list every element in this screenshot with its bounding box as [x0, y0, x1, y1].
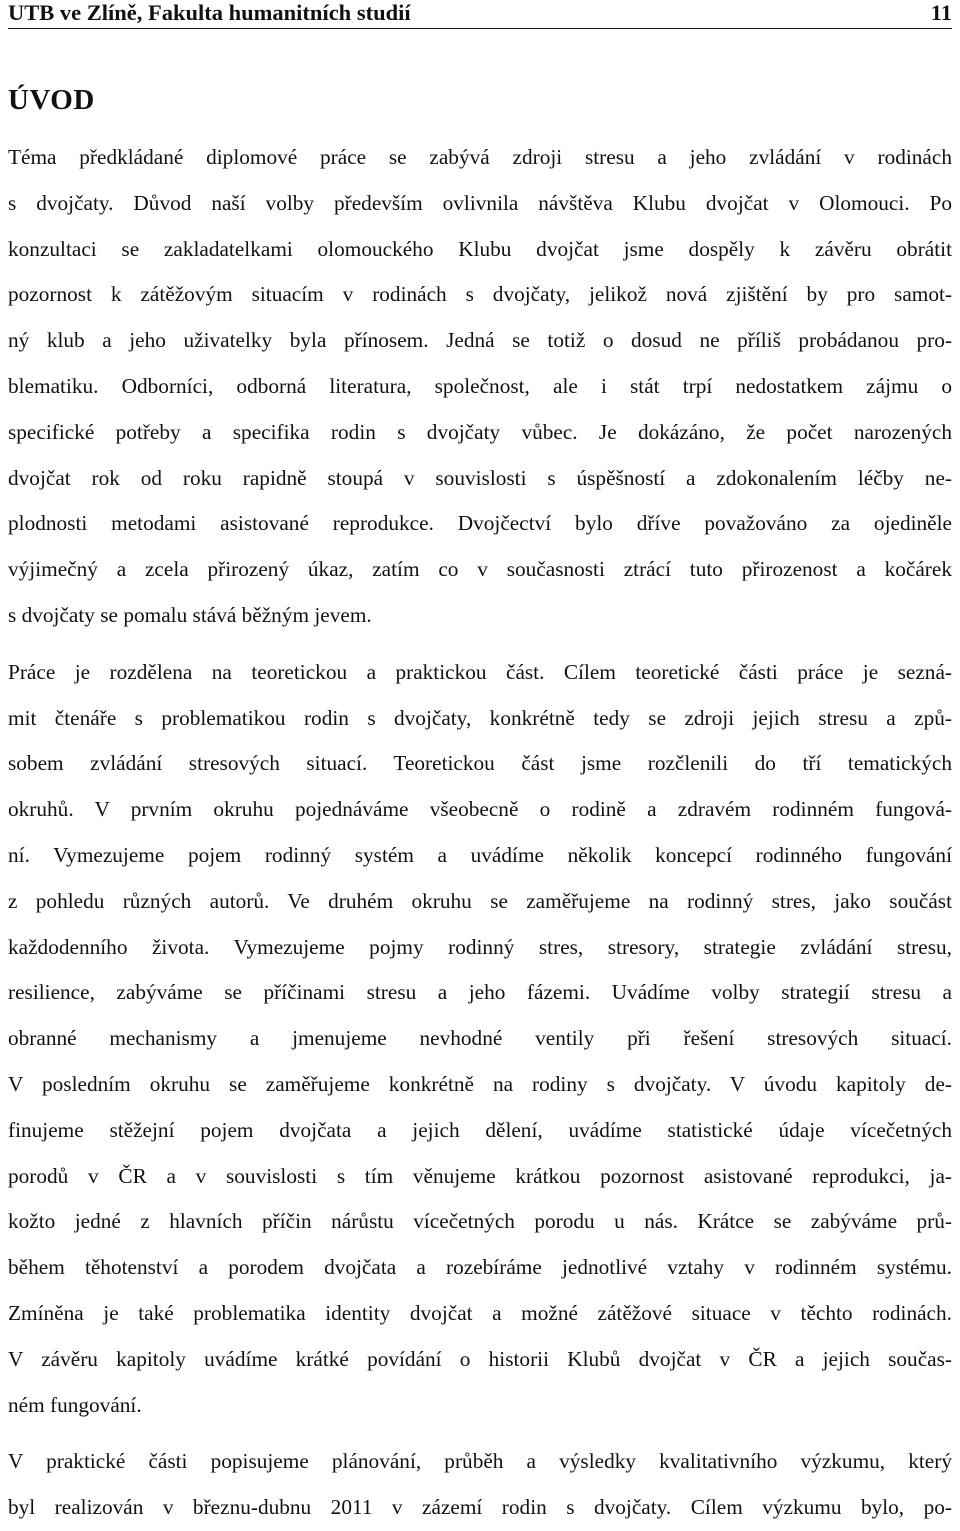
text-line: V posledním okruhu se zaměřujeme konkrétně na rodiny s dvojčaty. V úvodu kapitoly de- — [8, 1071, 952, 1096]
text-line: kožto jedné z hlavních příčin nárůstu vícečetných porodu u nás. Krátce se zabýváme prů- — [8, 1209, 952, 1234]
text-line: konzultaci se zakladatelkami olomouckého Klubu dvojčat jsme dospěly k závěru obrátit — [8, 236, 952, 261]
text-line: ný klub a jeho uživatelky byla přínosem. Jedná se totiž o dosud ne příliš probádanou pro- — [8, 328, 952, 353]
text-line: V praktické části popisujeme plánování, průběh a výsledky kvalitativního výzkumu, který — [8, 1449, 952, 1474]
text-line: dvojčat rok od roku rapidně stoupá v souvislosti s úspěšností a zdokonalením léčby ne- — [8, 465, 952, 490]
text-line: s dvojčaty se pomalu stává běžným jevem. — [8, 602, 372, 627]
text-line: mit čtenáře s problematikou rodin s dvojčaty, konkrétně tedy se zdroji jejich stresu a způ- — [8, 705, 952, 730]
text-line: V závěru kapitoly uvádíme krátké povídání o historii Klubů dvojčat v ČR a jejich součas- — [8, 1346, 952, 1371]
text-line: sobem zvládání stresových situací. Teoretickou část jsme rozčlenili do tří tematických — [8, 751, 952, 776]
chapter-heading: ÚVOD — [8, 84, 95, 116]
text-line: okruhů. V prvním okruhu pojednáváme všeobecně o rodině a zdravém rodinném fungová- — [8, 797, 952, 822]
text-line: byl realizován v březnu-dubnu 2011 v zázemí rodin s dvojčaty. Cílem výzkumu bylo, po- — [8, 1495, 952, 1520]
text-line: každodenního života. Vymezujeme pojmy rodinný stres, stresory, strategie zvládání stresu, — [8, 934, 952, 959]
text-line: během těhotenství a porodem dvojčata a rozebíráme jednotlivé vztahy v rodinném systému. — [8, 1255, 952, 1280]
text-line: blematiku. Odborníci, odborná literatura, společnost, ale i stát trpí nedostatkem zájmu o — [8, 373, 952, 398]
body-text — [8, 135, 952, 1531]
text-line: z pohledu různých autorů. Ve druhém okruhu se zaměřujeme na rodinný stres, jako součást — [8, 888, 952, 913]
running-header — [8, 0, 952, 28]
text-line: Téma předkládané diplomové práce se zabývá zdroji stresu a jeho zvládání v rodinách — [8, 145, 952, 169]
text-line: Zmíněna je také problematika identity dvojčat a možné zátěžové situace v těchto rodinách. — [8, 1300, 952, 1325]
text-line: plodnosti metodami asistované reprodukce. Dvojčectví bylo dříve považováno za ojediněle — [8, 511, 952, 536]
text-line: ném fungování. — [8, 1392, 142, 1417]
paragraph — [8, 650, 952, 1429]
text-line: ní. Vymezujeme pojem rodinný systém a uvádíme několik koncepcí rodinného fungování — [8, 842, 952, 867]
text-line: pozornost k zátěžovým situacím v rodinách s dvojčaty, jelikož nová zjištění by pro samot- — [8, 282, 952, 307]
header-title: UTB ve Zlíně, Fakulta humanitních studií — [8, 0, 411, 25]
text-line: výjimečný a zcela přirozený úkaz, zatím co v současnosti ztrácí tuto přirozenost a kočárek — [8, 557, 952, 582]
paragraph — [8, 1439, 952, 1531]
document-page — [8, 0, 952, 1531]
text-line: porodů v ČR a v souvislosti s tím věnujeme krátkou pozornost asistované reprodukci, ja- — [8, 1163, 952, 1188]
text-line: s dvojčaty. Důvod naší volby především ovlivnila návštěva Klubu dvojčat v Olomouci. Po — [8, 190, 952, 215]
text-line: specifické potřeby a specifika rodin s dvojčaty vůbec. Je dokázáno, že počet narozených — [8, 419, 952, 444]
text-line: resilience, zabýváme se příčinami stresu a jeho fázemi. Uvádíme volby strategií stresu a — [8, 980, 952, 1005]
text-line: Práce je rozdělena na teoretickou a praktickou část. Cílem teoretické části práce je sezná- — [8, 659, 952, 684]
page-number: 11 — [930, 0, 952, 25]
paragraph — [8, 135, 952, 639]
text-line: finujeme stěžejní pojem dvojčata a jejich dělení, uvádíme statistické údaje vícečetných — [8, 1117, 952, 1142]
text-line: obranné mechanismy a jmenujeme nevhodné ventily při řešení stresových situací. — [8, 1026, 952, 1051]
